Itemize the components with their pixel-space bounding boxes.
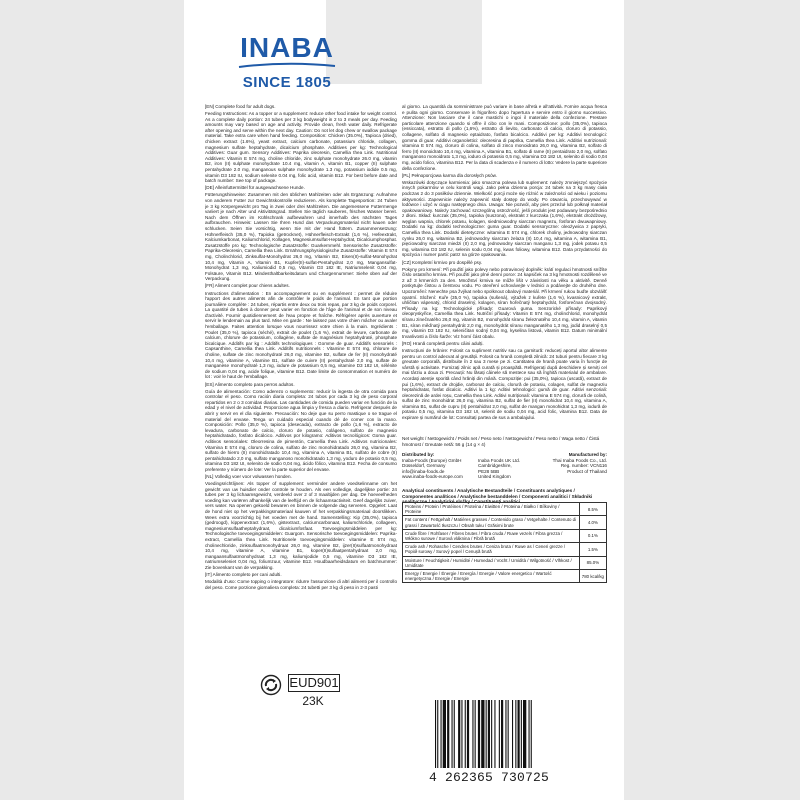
text-block: Pokyny pro krmení: Při použití jako polevy nebo potravinový doplněk: krátí regulaci hmotnosti snížíte číslo ostatního krmiva. Při použití jako plné denní porce: 24 kapsiček na 3 kg hmotnosti rozdělené ve 2 až 3 krmeních za den. Množství krmiva se může lišit v závislosti na věku a aktivitě. Denně poskytujte čistou a čerstvou vodu. Po otevření uchovávejte v lednici a podávejte do druhého dne. Upozornění: Nenechte psa žvýkat nebo spolknout obalový materiál. Při krmení rukou buďte obzvlášť opatrní. Složení: Kuře (35,0 %), tapioka (sušená), výtažek z kuřete (1,6 %), kvasnicový extrakt, uhličitan vápenatý, chlorid draselný, kolagen, síran hořečnatý heptahydrát, fosforečnan dvojsodný. Přísady na kg: Technologické přísady: Guarová guma. Senzorické přísady: Paprikový oleopryskyřice, Camellia thea Link. Nutriční přísady: Vitamin E 574 mg, cholinchlorid, monohydrát síranu zinečnatého 26,0 mg, vitamin B2, monohydrát síranu železnatého 10,4 mg, vitamin A, vitamin B1, síran měďnatý pentahydrát 2,0 mg, monohydrát síranu manganatého 1,3 mg, jodid draselný 0,5 mg, vitamin D3 182 IU, seleničitan sodný 0,04 mg, kyselina listová, vitamin B12. Datum minimální trvanlivosti a číslo šarže: Viz horní část obalu. bbox=[402, 266, 607, 339]
distributor-line: Cambridgeshire, bbox=[478, 463, 512, 469]
row-label: Proteins / Protein / Protéines / Proteína / Eiwitten / Proteina / Białko / Bílkoviny / Proteine bbox=[403, 503, 580, 516]
text-block: [ES] Alimento completo para perros adultos. bbox=[205, 381, 295, 387]
text-block: Instrucțiuni de hrănire: Folosit ca supliment nutritiv sau ca garnitură: reduceți aportul altor alimente pentru un control adecvat al greutății. Folosit ca hrană completă zilnică: 24 tuburi pentru fiecare 3 kg greutate corporală, distribuite în 2 sau 3 mese pe zi. Cantitatea de hrană poate varia în funcție de vârstă și activitate. Furnizați zilnic apă curată și proaspătă. Refrigerați după deschidere și serviți cel mai târziu a doua zi. Precauții: Nu lăsați câinele să mestece sau să înghită materialul de ambalare. Acordați atenție sporită când hrăniți din mână. Compoziție: pui (35,0%), tapioca (uscată), extract de pui (1,6%), extract de drojdie, carbonat de calciu, clorură de potasiu, colagen, sulfat de magneziu heptahidratat, fosfat dicalcic. Aditivi la 1 kg: Aditivi tehnologici: gumă de guar. Aditivi senzoriali: oleorezină de ardei roșu, Camellia thea Link. Aditivi nutriționali: vitamina E 574 mg, clorură de colină, sulfat de zinc monohidrat 26,0 mg, vitamina B2, sulfat de fier (II) monohidrat 10,4 mg, vitamina A, vitamina B1, sulfat de cupru (II) pentahidrat 2,0 mg, sulfat de mangan monohidrat 1,3 mg, iodură de potasiu 0,5 mg, vitamina D3 182 UI, selenit de sodiu 0,04 mg, acid folic, vitamina B12. Data de expirare și numărul de lot: Consultați partea de sus a ambalajului. bbox=[402, 347, 607, 421]
manufacturer-line: Thai Inaba Foods Co., Ltd. bbox=[552, 457, 607, 463]
barcode bbox=[429, 700, 569, 772]
hang-hole-tab bbox=[326, 0, 482, 84]
row-value: 8.5% bbox=[579, 503, 606, 516]
barcode-number: 4 262365 730725 bbox=[429, 770, 550, 785]
barcode-bar bbox=[478, 700, 480, 768]
text-block: Guía de alimentación: Como aderezo o suplemento: reducir la ingesta de otra comida para controlar el peso. Como ración diaria completa: 24 tubos por cada 3 kg de peso corporal repartidos en 2 o 3 comidas diarias. Las cantidades de comida pueden variar en función de la edad y el nivel de actividad. Proporcione agua limpia y fresca a diario. Refrigerar después de abrir y servir en el día siguiente. Precaución: No deje que su perro mastique o se trague el material del envase. Tenga un cuidado especial cuando dé de comer con la mano. Composición: Pollo (35,0 %), tapioca (desecada), extracto de pollo (1,6 %), extracto de levadura, carbonato de calcio, cloruro de potasio, colágeno, sulfato de magnesio heptahidratado, fosfato dicálcico. Aditivos por kilogramo: Aditivos tecnológicos: Goma guar. Aditivos sensoriales: Oleorresina de pimentón, Camellia thea Link. Aditivos nutricionales: Vitamina E 574 mg, cloruro de colina, sulfato de zinc monohidratado 26,0 mg, vitamina B2, sulfato de hierro (II) monohidratado 10,4 mg, vitamina A, vitamina B1, sulfato de cobre (II) pentahidratado 2,0 mg, sulfato manganoso monohidratado 1,3 mg, yoduro de potasio 0,5 mg, vitamina D3 182 UI, selenito de sodio 0,04 mg, ácido fólico, vitamina B12. Fecha de consumo preferente y número de lote: Ver la parte superior del envase. bbox=[205, 388, 397, 472]
barcode-bar bbox=[452, 700, 453, 768]
row-label: Crude fibre / Rohfaser / Fibres brutes / Fibra cruda / Ruwe vezels / Fibra grezza / Włókno surowe / Surová vláknina / Fibră brută bbox=[403, 529, 580, 542]
text-block: Modalità d'uso: Come topping o integratore: ridurre l'assunzione di altri alimenti per il controllo del peso. Come porzione giornaliera completa: 24 tubetti per 3 kg di peso in 2-3 pasti bbox=[205, 579, 397, 590]
barcode-bar bbox=[488, 700, 490, 768]
analysis-title: Analytical constituents / Analytische Bestandteile / Constituants analytiques / Componentes analíticos / Analytische bestanddelen / Componenti analitici / Składniki analityczne / Analytické složky / Constituenți analitici bbox=[402, 488, 593, 505]
barcode-bar bbox=[529, 700, 530, 768]
package-back-panel bbox=[184, 0, 624, 800]
barcode-bar bbox=[523, 700, 526, 768]
barcode-bar bbox=[515, 700, 516, 768]
table-row bbox=[403, 570, 607, 583]
logo-swoosh-icon bbox=[235, 62, 339, 70]
text-block: [PL] Pełnoporcjowa karma dla dorosłych psów. bbox=[402, 172, 497, 178]
table-row bbox=[403, 503, 607, 516]
text-block: Instructions d'alimentation : En accompagnement ou en supplément : permet de réduire l'apport des autres aliments afin de contrôler le poids de l'animal. En tant que portion journalière complète : 24 tubes, répartis entre deux ou trois repas, par 3 kg de poids corporel. La quantité de tubes à donner peut varier en fonction de l'âge de l'animal et de son niveau d'activité. Fournir quotidiennement de l'eau propre et fraîche. Réfrigérer après ouverture et servir le lendemain au plus tard. Mise en garde : Ne laissez pas votre chien mâcher ou avaler l'emballage. Faites attention lorsque vous nourrissez votre chien à la main. Ingrédients : Poulet (35,0 %), tapioca (séché), extrait de poulet (1,6 %), extrait de levure, carbonate de calcium, chlorure de potassium, collagène, sulfate de magnésium heptahydraté, phosphate bicalcique. Additifs par kg : Additifs technologiques : Gomme de guar. Additifs sensoriels : Capsanthine, Camellia thea Link. Additifs nutritionnels : Vitamine E 574 mg, chlorure de choline, sulfate de zinc monohydraté 26,0 mg, vitamine B2, sulfate de fer (II) monohydraté 10,4 mg, vitamine A, vitamine B1, sulfate de cuivre (II) pentahydraté 2,0 mg, sulfate de manganèse monohydraté 1,3 mg, iodure de potassium 0,5 mg, vitamine D3 182 UI, sélénite de sodium 0,04 mg, acide folique, vitamine B12. Date limite de consommation et numéro de lot : voir le haut de l'emballage. bbox=[205, 290, 397, 380]
recycle-icon bbox=[260, 674, 282, 701]
distributor-line: Inaba-Foods (Europe) GmbH bbox=[402, 457, 462, 463]
barcode-bar bbox=[505, 700, 506, 768]
barcode-bar bbox=[467, 700, 469, 768]
text-block: [DE] Alleinfuttermittel für ausgewachsene Hunde. bbox=[205, 185, 305, 191]
row-label: Crude ash / Rohasche / Cendres brutes / Ceniza bruta / Ruwe as / Ceneri grezze / Popiół surowy / Surový popel / Cenușă brută bbox=[403, 543, 580, 556]
brand-name: INABA bbox=[240, 32, 334, 63]
eud-code-box: EUD901 bbox=[289, 675, 339, 690]
brand-logo bbox=[232, 34, 342, 91]
distributor-line: info@inaba-foods.de bbox=[402, 468, 445, 474]
row-value: 1.5% bbox=[579, 543, 606, 556]
distributor-block bbox=[402, 452, 607, 488]
text-block: Fütterungshinweise: Zusammen mit den üblichen Mahlzeiten oder als Ergänzung: Aufnahme von anderem Futter zur Gewichtskontrolle reduzieren. Als komplette Tagesportion: 24 Tuben je 3 kg Körpergewicht pro Tag in zwei oder drei Mahlzeiten. Die angemessene Futtermenge variiert je nach Alter und Aktivitätsgrad. Stellen Sie täglich sauberes, frisches Wasser bereit. Nach dem Öffnen im Kühlschrank aufbewahren und innerhalb des nächsten Tages aufbrauchen. Hinweis: Lassen Sie Ihren Hund das Verpackungsmaterial nicht kauen oder schlucken. Seien Sie vorsichtig, wenn Sie mit der Hand füttern. Zusammensetzung: Hühnerfleisch (35,0 %), Tapioka (getrocknet), Hühnerfleisch-Extrakt (1,6 %), Hefeextrakt, Kalciumkarbonat, Kaliumchlorid, Kollagen, Magnesiumsulfat-Heptahydrat, Dicalciumphosphat. Zusatzstoffe pro kg: Technologische Zusatzstoffe: Guarkernmehl. Sensorische Zusatzstoffe: Paprika-Oleoresin, Camellia thea Link. Ernährungsphysiologische Zusatzstoffe: Vitamin E 574 mg, Cholinchlorid, Zinksulfat-Monohydrat 26,0 mg, Vitamin B2, Eisen(II)-sulfat-Monohydrat 10,4 mg, Vitamin A, Vitamin B1, Kupfer(II)-sulfat-Pentahydrat 2,0 mg, Mangansulfat-Monohydrat 1,3 mg, Kaliumiodid 0,5 mg, Vitamin D3 182 IE, Natriumselenit 0,04 mg, Folsäure, Vitamin B12. Mindesthaltbarkeitsdatum und Chargennummer: Siehe oben auf der Verpackung. bbox=[205, 192, 397, 282]
text-block: al giorno. La quantità da somministrare può variare in base all'età e all'attività. Fornire acqua fresca e pulita ogni giorno. Conservare in frigorifero dopo l'apertura e servire entro il giorno successivo. Attenzione: Non lasciare che il cane mastichi o ingoi il materiale della confezione. Prestare particolare attenzione quando si offre il cibo con le mani. Composizione: pollo (35,0%), tapioca (essiccata), estratto di pollo (1,6%), estratto di lievito, carbonato di calcio, cloruro di potassio, collagene, solfato di magnesio eptaidrato, fosfato bicalcico. Additivi per kg: Additivi tecnologici: gomma di guar. Additivi organolettici: oleoresina di paprika, Camellia thea Link. Additivi nutrizionali: vitamina E 574 mg, cloruro di colina, solfato di zinco monoidrato 26,0 mg, vitamina B2, solfato di ferro (II) monoidrato 10,4 mg, vitamina A, vitamina B1, solfato di rame (II) pentaidrato 2,0 mg, solfato manganoso monoidrato 1,3 mg, ioduro di potassio 0,5 mg, vitamina D3 182 UI, selenito di sodio 0,04 mg, acido folico, vitamina B12. Per la data di scadenza e il numero di lotto: Vedere la parte superiore della confezione. bbox=[402, 104, 607, 171]
table-row bbox=[403, 543, 607, 556]
barcode-bar bbox=[465, 700, 466, 768]
left-text-column bbox=[205, 104, 397, 639]
batch-code: 23K bbox=[302, 694, 324, 708]
barcode-bar bbox=[491, 700, 492, 768]
barcode-bar bbox=[441, 700, 442, 768]
row-value: 4.0% bbox=[579, 516, 606, 529]
barcode-bar bbox=[475, 700, 476, 768]
row-label: Moisture / Feuchtigkeit / Humidité / Humedad / Vocht / Umidità / Wilgotność / Vlhkost / Umiditate bbox=[403, 556, 580, 569]
text-block: Feeding Instructions: As a topper or a supplement: reduce other food intake for weight control. As a complete daily portion: 24 tubes per 3 kg bodyweight in 2 to 3 meals per day. Feeding amounts may vary based on age and activity. Provide clean, fresh water daily. Refrigerate after opening and serve within the next day. Caution: Do not let dog chew or swallow package material. Take extra care when hand feeding. Composition: Chicken (35.0%), Tapioca (dried), chicken extract (1.6%), yeast extract, calcium carbonate, potassium chloride, collagen, magnesium sulfate heptahydrate, dicalcium phosphate. Additives per kg: Technological Additives: Guar gum. Sensory Additives: Paprika oleoresin, Camellia thea Link. Nutritional Additives: Vitamin E 574 mg, choline chloride, zinc sulphate monohydrate 26.0 mg, vitamin B2, iron (II) sulphate monohydrate 10.4 mg, vitamin A, vitamin B1, copper (II) sulphate pentahydrate 2.0 mg, manganous sulphate monohydrate 1.3 mg, potassium iodide 0.5 mg, vitamin D3 182 IU, sodium selenite 0.04 mg, folic acid, vitamin B12. For best before date and batch number: See top of package. bbox=[205, 111, 397, 184]
barcode-bar bbox=[481, 700, 484, 768]
barcode-bar bbox=[458, 700, 460, 768]
barcode-bar bbox=[435, 700, 436, 768]
text-block: [NL] Volledig voer voor volwassen honden. bbox=[205, 474, 292, 479]
distributed-by-label: Distributed by: bbox=[402, 452, 435, 457]
barcode-bar bbox=[461, 700, 462, 768]
barcode-bar bbox=[518, 700, 520, 768]
brand-since: SINCE 1805 bbox=[242, 74, 332, 91]
manufactured-by-label: Manufactured by: bbox=[568, 452, 607, 457]
table-row bbox=[403, 516, 607, 529]
barcode-bar bbox=[499, 700, 500, 768]
analysis-table bbox=[402, 502, 607, 583]
row-value: 780 kcal/kg bbox=[579, 570, 606, 583]
barcode-bar bbox=[437, 700, 438, 768]
text-block: Wskazówki dotyczące karmienia: jako smaczna polewa lub suplement: należy zmniejszyć spożycie innych pokarmów w celu kontroli wagi. Jako pełna dzienna porcja: 24 tubek na 3 kg masy ciała podczas 2 do 3 posiłków dziennie. Wielkość porcji może się różnić w zależności od wieku i poziomu aktywności. Zapewnicie należy zapewnić stały dostęp do wody. Po otwarciu, przechowywać w lodówce i użyć w ciągu następnego dnia. Uwaga: Nie pozwól, aby pies przeżuł lub połknął materiał opakowaniowy. Należy zachować szczególną ostrożność, jeśli produkt jest podawany bezpośrednio z dłoni. Skład: kurczak (35,0%), tapioka (suszona), ekstrakt z kurczaka (1,6%), ekstrakt drożdżowy, węglan wapnia, chlorek potasu, kolagen, siedmiowodny siarczan magnezu, fosforan dwuwapniowy. Dodatki na kg: dodatki technologiczne: guma guar. Dodatki sensoryczne: oleożywica z papryki, Camellia thea Link. Dodatki dietetyczne: witamina E 574 mg, chlorek choliny, jednowodny siarczan cynku 26,0 mg, witamina B2, jednowodny siarczan żelaza (II) 10,4 mg, witamina A, witamina B1, pięciowodny siarczan miedzi (II) 2,0 mg, jednowodny siarczan manganu 1,3 mg, jodek potasu 0,5 mg, witamina D3 182 IU, selenin sodu 0,04 mg, kwas foliowy, witamina B12. Data przydatności do spożycia i numer partii: patrz na górze opakowania. bbox=[402, 179, 607, 258]
barcode-bar bbox=[447, 700, 449, 768]
row-value: 0.1% bbox=[579, 529, 606, 542]
manufacturer bbox=[542, 452, 607, 474]
table-row bbox=[403, 529, 607, 542]
text-block: [RO] Hrană completă pentru câini adulți. bbox=[402, 340, 484, 346]
barcode-bar bbox=[531, 700, 532, 768]
distributor-line: PE28 5BB bbox=[478, 468, 500, 474]
barcode-bar bbox=[494, 700, 495, 768]
distributor-line: www.inaba-foods-europe.com bbox=[402, 474, 463, 480]
row-label: Energy / Energie / Énergie / Energía / Energie / Valore energetico / Wartość energetyczna / Energie / Energie bbox=[403, 570, 580, 583]
barcode-bar bbox=[521, 700, 522, 768]
text-block: [CZ] Kompletní krmivo pro dospělé psy. bbox=[402, 259, 483, 265]
text-block: [FR] Aliment complet pour chiens adultes. bbox=[205, 283, 290, 289]
distributor-line: Inaba Foods UK Ltd. bbox=[478, 457, 521, 463]
right-text-column bbox=[402, 104, 607, 422]
barcode-bar bbox=[501, 700, 503, 768]
barcode-bar bbox=[472, 700, 473, 768]
net-weight: Net weight / Nettogewicht / Poids net / Peso neto / Nettogewicht / Peso netto / Waga netto / Čistá hmotnost / Greutate netă: 56 g (14 g × 4) bbox=[402, 436, 600, 447]
text-block: [EN] Complete food for adult dogs. bbox=[205, 104, 276, 109]
text-block: [IT] Alimento completo per cani adulti. bbox=[205, 572, 282, 578]
distributor-line: Düsseldorf, Germany bbox=[402, 463, 446, 469]
hang-hole-icon bbox=[326, 0, 482, 84]
distributor-uk bbox=[478, 458, 538, 480]
barcode-bar bbox=[508, 700, 509, 768]
barcode-bar bbox=[443, 700, 446, 768]
table-row bbox=[403, 556, 607, 569]
barcode-bar bbox=[486, 700, 487, 768]
barcode-bar bbox=[512, 700, 513, 768]
row-value: 85.0% bbox=[579, 556, 606, 569]
manufacturer-line: Product of Thailand bbox=[567, 468, 607, 474]
distributor-eu bbox=[402, 452, 472, 480]
row-label: Fat content / Fettgehalt / Matières grasses / Contenido graso / Vetgehalte / Contenuto di grassi / Zawartość tłuszczu / Obsah tuku / Grăsimi brute bbox=[403, 516, 580, 529]
barcode-bar bbox=[454, 700, 455, 768]
text-block: Voedingsrichtlijnen: Als topper of supplement: verminder andere voedselinname om het gewicht van uw huisdier onder controle te houden. Als een volledige, dagelijkse portie: 24 tubes per 3 kg lichaamsgewicht, verdeeld over 2 of 3 maaltijden per dag. De hoeveelheden voeding kan variëren afhankelijk van de leeftijd en de lichaamsactiviteit. Geef dagelijks zuiver, vers water. Na openen gekoeld bewaren en binnen de volgende dag serveren. Opgelet: Laat de hond niet op het verpakkingsmateriaal kauwen of het verpakkingsmateriaal doorslikken. Wees extra voorzichtig bij het voeden met de hand. Samenstelling: Kip (35,0%), tapioca (gedroogd), kippenextract (1,6%), gistextract, calciumcarbonaat, kaliumchloride, collageen, magnesiumsulfaatheptahydraat, dicalciumfosfaat. Toevoegingsmiddelen per kg: Technologische toevoegingsmiddelen: Guargom. Sensorische toevoegingsmiddelen: Paprika-extract, Camellia thea Link. Nutritionele toevoegingsmiddelen: vitamine E 574 mg, cholinechloride, zinksulfaatmonohydraat 26,0 mg, vitamine B2, ijzer(II)sulfaatmonohydraat 10,4 mg, vitamine A, vitamine B1, koper(II)sulfaatpentahydraat 2,0 mg, mangaansulfaatmonohydraat 1,3 mg, kaliumjodide 0,5 mg, vitamine D3 182 IE, natriumseleniet 0,04 mg, foliumzuur, vitamine B12. Houdbaarheidsdatum en batchnummer: Zie bovenkant van de verpakking. bbox=[205, 481, 397, 570]
manufacturer-line: Reg. number: VCN116 bbox=[560, 463, 607, 469]
distributor-line: United Kingdom bbox=[478, 474, 511, 480]
